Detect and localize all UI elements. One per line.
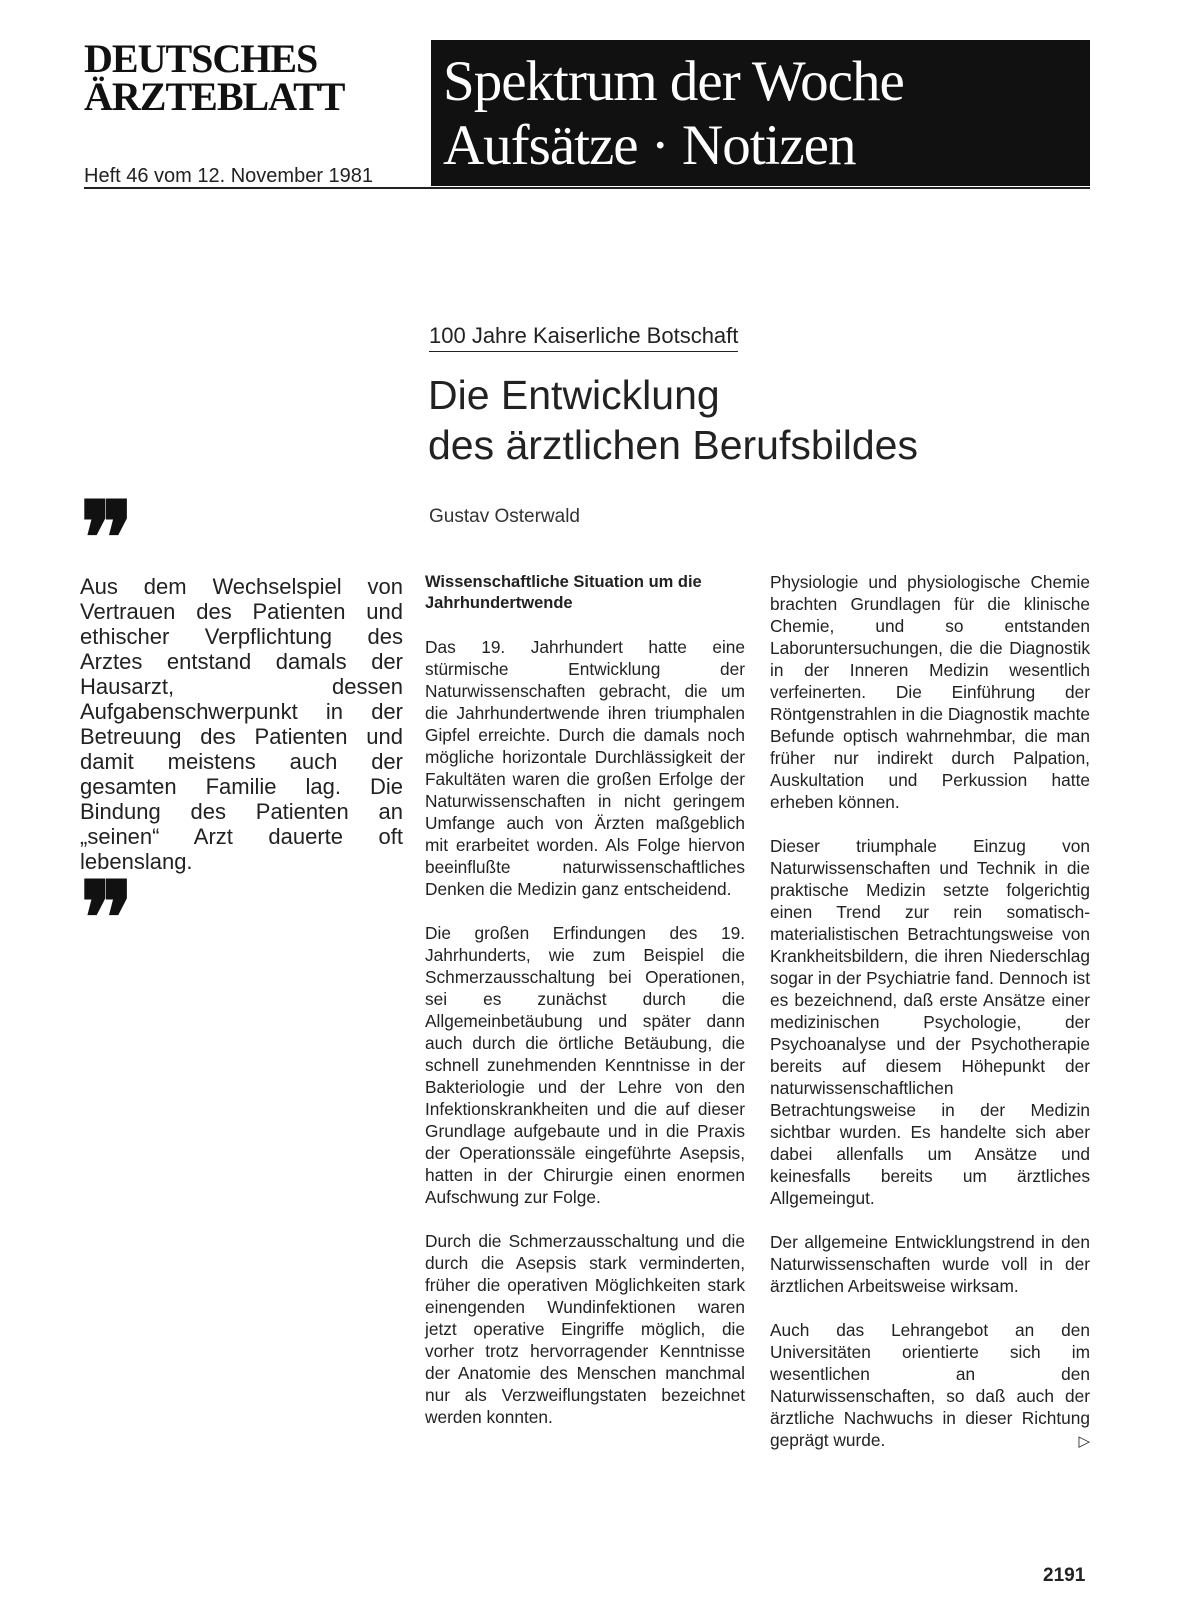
page-number: 2191 — [1043, 1565, 1086, 1586]
paragraph: Dieser triumphale Einzug von Naturwissenschaften und Technik in die praktische Medizin setzte folgerichtig einen Trend zur rein somatisch-materialistischen Betrachtungsweise von Krankheitsbildern, die ihren Niederschlag sogar in der Psychiatrie fand. Dennoch ist es bezeichnend, daß erste Ansätze einer medizinischen Psychologie, der Psychoanalyse und der Psychotherapie bereits auf diesem Höhepunkt der naturwissenschaftlichen Betrachtungsweise in der Medizin sichtbar wurden. Es handelte sich aber dabei allenfalls um Ansätze und keinesfalls bereits um ärztliches Allgemeingut. — [770, 836, 1090, 1208]
paragraph: Die großen Erfindungen des 19. Jahrhunderts, wie zum Beispiel die Schmerzausschaltung bei Operationen, sei es zunächst durch die Allgemeinbetäubung und später dann auch durch die örtliche Betäubung, die schnell zunehmenden Kenntnisse in der Bakteriologie und der Lehre von den Infektionskrankheiten und die auf dieser Grundlage aufgebaute und in die Praxis der Operationssäle eingeführte Asepsis, hatten in der Chirurgie einen enormen Aufschwung zur Folge. — [425, 923, 745, 1207]
paragraph: Das 19. Jahrhundert hatte eine stürmische Entwicklung der Naturwissenschaften gebracht, die um die Jahrhundertwende ihren triumphalen Gipfel erreichte. Durch die damals noch mögliche horizontale Durchlässigkeit der Fakultäten waren die großen Erfolge der Naturwissenschaften in nicht geringem Umfange auch von Ärzten maßgeblich mit erarbeitet worden. Als Folge hiervon beeinflußte naturwissenschaftliches Denken die Medizin ganz entscheidend. — [425, 637, 745, 899]
article-title — [428, 370, 918, 470]
article-title-line2: des ärztlichen Berufsbildes — [428, 422, 918, 468]
continue-arrow-icon: ▷ — [1078, 1433, 1090, 1450]
article-column-1 — [425, 572, 745, 1428]
section-banner-line1: Spektrum der Woche — [443, 50, 904, 113]
masthead-title-line1: DEUTSCHES — [84, 36, 318, 81]
paragraph-text: Auch das Lehrangebot an den Universitäten orientierte sich im wesentlichen an den Naturwissenschaften, so daß auch der ärztliche Nachwuchs in dieser Richtung geprägt wurde. — [770, 1320, 1090, 1450]
article-column-2 — [770, 571, 1090, 1453]
pull-quote: Aus dem Wechselspiel von Vertrauen des Patienten und ethischer Verpflichtung des Arztes entstand damals der Hausarzt, dessen Aufgabenschwerpunkt in der Betreuung des Patienten und damit meistens auch der gesamten Familie lag. Die Bindung des Patienten an „seinen“ Arzt dauerte oft lebenslang. — [80, 574, 403, 874]
issue-date: Heft 46 vom 12. November 1981 — [84, 165, 374, 187]
masthead-title-line2: ÄRZTEBLATT — [84, 74, 345, 119]
section-banner — [431, 40, 1090, 186]
section-banner-line2: Aufsätze · Notizen — [443, 114, 856, 177]
article-kicker: 100 Jahre Kaiserliche Botschaft — [429, 323, 738, 352]
paragraph: Durch die Schmerzausschaltung und die durch die Asepsis stark verminderten, früher die operativen Möglichkeiten stark einengenden Wundinfektionen waren jetzt operative Eingriffe möglich, die vorher trotz hervorragender Kenntnisse der Anatomie des Menschen manchmal nur als Verzweiflungstaten bezeichnet werden konnten. — [425, 1231, 745, 1427]
quote-open-icon: ❞ — [80, 484, 134, 595]
section-heading: Wissenschaftliche Situation um die Jahrhundertwende — [425, 573, 702, 612]
paragraph — [770, 1319, 1090, 1451]
header-rule — [84, 187, 1090, 189]
article-author: Gustav Osterwald — [429, 506, 580, 527]
masthead — [84, 36, 404, 119]
paragraph: Physiologie und physiologische Chemie brachten Grundlagen für die klinische Chemie, und so entstanden Laboruntersuchungen, die die Diagnostik in der Inneren Medizin wesentlich verfeinerten. Die Einführung der Röntgenstrahlen in die Diagnostik machte Befunde optisch wahrnehmbar, die man früher nur indirekt durch Palpation, Auskultation und Perkussion hatte erheben können. — [770, 572, 1090, 812]
quote-close-icon: ❞ — [80, 864, 134, 975]
paragraph: Der allgemeine Entwicklungstrend in den Naturwissenschaften wurde voll in der ärztlichen Arbeitsweise wirksam. — [770, 1232, 1090, 1296]
article-title-line1: Die Entwicklung — [428, 372, 720, 418]
